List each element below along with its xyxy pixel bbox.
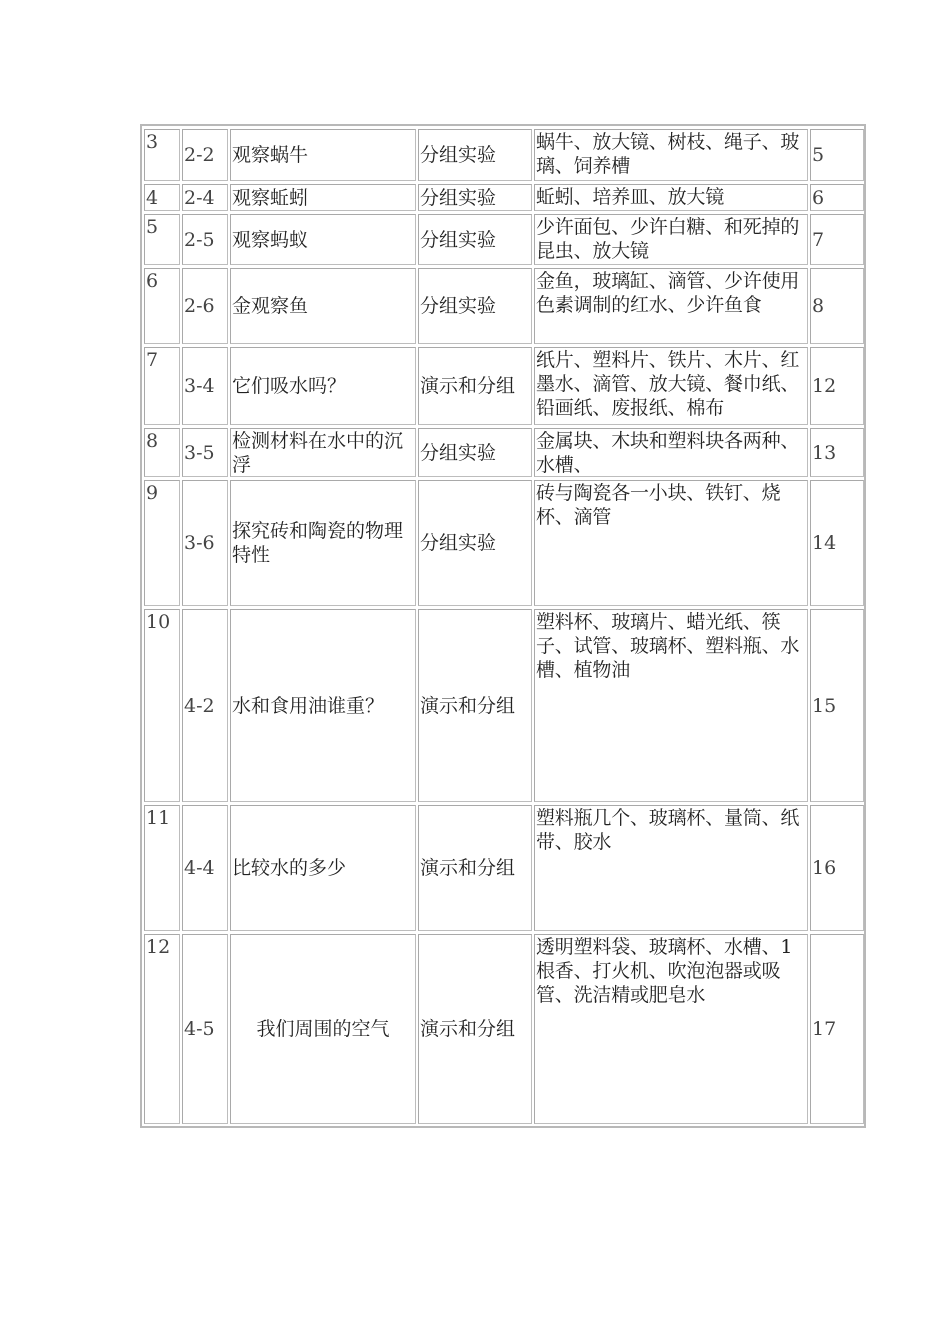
- table-row: [142, 606, 864, 802]
- table-row: [142, 181, 864, 211]
- table-row: [142, 265, 864, 344]
- experiment-title-cell: 水和食用油谁重？: [230, 609, 416, 802]
- page-number-cell: 6: [810, 184, 864, 211]
- experiment-title-cell: 观察蜗牛: [230, 129, 416, 181]
- experiment-type-cell: 演示和分组: [418, 609, 532, 802]
- materials-cell: 金属块、木块和塑料块各两种、水槽、: [534, 428, 808, 477]
- row-number-cell: 5: [144, 214, 180, 265]
- materials-cell: 塑料杯、玻璃片、蜡光纸、筷子、试管、玻璃杯、塑料瓶、水槽、植物油: [534, 609, 808, 802]
- row-number-cell: 3: [144, 129, 180, 181]
- materials-cell: 金鱼，玻璃缸、滴管、少许使用色素调制的红水、少许鱼食: [534, 268, 808, 344]
- table-row: [142, 477, 864, 606]
- experiment-type-cell: 分组实验: [418, 129, 532, 181]
- experiment-title-cell: 检测材料在水中的沉浮: [230, 428, 416, 477]
- row-number-cell: 11: [144, 805, 180, 931]
- page-number-cell: 16: [810, 805, 864, 931]
- experiment-type-cell: 演示和分组: [418, 347, 532, 425]
- page-number-cell: 13: [810, 428, 864, 477]
- lesson-code-cell: 2-6: [182, 268, 228, 344]
- lesson-code-cell: 4-5: [182, 934, 228, 1124]
- experiment-type-cell: 分组实验: [418, 480, 532, 606]
- row-number-cell: 12: [144, 934, 180, 1124]
- lesson-code-cell: 4-4: [182, 805, 228, 931]
- lesson-code-cell: 2-5: [182, 214, 228, 265]
- table-row: [142, 802, 864, 931]
- experiment-title-cell: 金观察鱼: [230, 268, 416, 344]
- lesson-code-cell: 3-4: [182, 347, 228, 425]
- materials-cell: 塑料瓶几个、玻璃杯、量筒、纸带、胶水: [534, 805, 808, 931]
- row-number-cell: 6: [144, 268, 180, 344]
- experiment-title-cell: 比较水的多少: [230, 805, 416, 931]
- lesson-code-cell: 2-2: [182, 129, 228, 181]
- experiment-type-cell: 演示和分组: [418, 934, 532, 1124]
- experiment-title-cell: 观察蚂蚁: [230, 214, 416, 265]
- experiment-title-cell: 它们吸水吗？: [230, 347, 416, 425]
- experiment-type-cell: 分组实验: [418, 268, 532, 344]
- experiment-title-cell: 探究砖和陶瓷的物理特性: [230, 480, 416, 606]
- page-number-cell: 14: [810, 480, 864, 606]
- table-row: [142, 126, 864, 181]
- materials-cell: 蚯蚓、培养皿、放大镜: [534, 184, 808, 211]
- row-number-cell: 8: [144, 428, 180, 477]
- experiment-type-cell: 分组实验: [418, 428, 532, 477]
- row-number-cell: 7: [144, 347, 180, 425]
- experiment-type-cell: 分组实验: [418, 214, 532, 265]
- experiment-type-cell: 分组实验: [418, 184, 532, 211]
- page-number-cell: 17: [810, 934, 864, 1124]
- table-row: [142, 931, 864, 1124]
- materials-cell: 透明塑料袋、玻璃杯、水槽、1根香、打火机、吹泡泡器或吸管、洗洁精或肥皂水: [534, 934, 808, 1124]
- lesson-code-cell: 4-2: [182, 609, 228, 802]
- table-row: [142, 211, 864, 265]
- lesson-code-cell: 2-4: [182, 184, 228, 211]
- experiment-title-cell: 我们周围的空气: [230, 934, 416, 1124]
- materials-cell: 蜗牛、放大镜、树枝、绳子、玻璃、饲养槽: [534, 129, 808, 181]
- page-number-cell: 15: [810, 609, 864, 802]
- experiment-type-cell: 演示和分组: [418, 805, 532, 931]
- materials-cell: 少许面包、少许白糖、和死掉的昆虫、放大镜: [534, 214, 808, 265]
- table-row: [142, 344, 864, 425]
- page-number-cell: 7: [810, 214, 864, 265]
- lesson-code-cell: 3-6: [182, 480, 228, 606]
- table-row: [142, 425, 864, 477]
- experiment-table: [140, 124, 866, 1128]
- row-number-cell: 9: [144, 480, 180, 606]
- materials-cell: 砖与陶瓷各一小块、铁钉、烧杯、滴管: [534, 480, 808, 606]
- experiment-title-cell: 观察蚯蚓: [230, 184, 416, 211]
- lesson-code-cell: 3-5: [182, 428, 228, 477]
- materials-cell: 纸片、塑料片、铁片、木片、红墨水、滴管、放大镜、餐巾纸、铅画纸、废报纸、棉布: [534, 347, 808, 425]
- page-number-cell: 12: [810, 347, 864, 425]
- row-number-cell: 10: [144, 609, 180, 802]
- page-number-cell: 5: [810, 129, 864, 181]
- row-number-cell: 4: [144, 184, 180, 211]
- page-number-cell: 8: [810, 268, 864, 344]
